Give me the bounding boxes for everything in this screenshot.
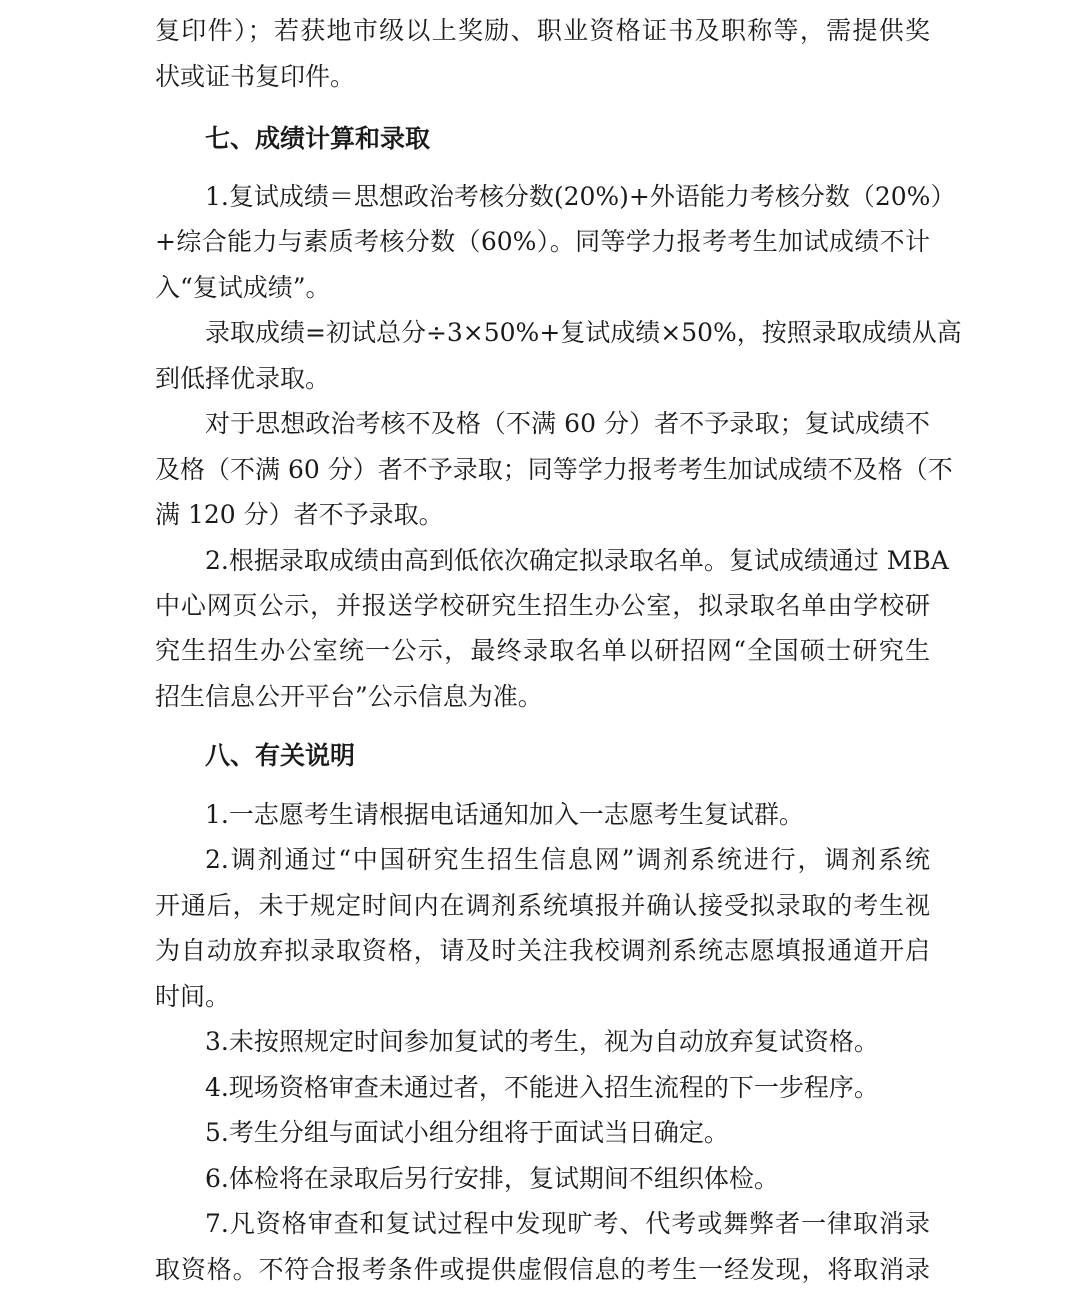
paragraph-line: 究生招生办公室统一公示，最终录取名单以研招网“全国硕士研究生: [155, 636, 930, 665]
paragraph-line: 2.根据录取成绩由高到低依次确定拟录取名单。复试成绩通过 MBA: [205, 546, 949, 575]
paragraph-line: 中心网页公示，并报送学校研究生招生办公室，拟录取名单由学校研: [155, 591, 930, 620]
paragraph-line: 及格（不满 60 分）者不予录取；同等学力报考考生加试成绩不及格（不: [155, 455, 953, 484]
list-item: 7.凡资格审查和复试过程中发现旷考、代考或舞弊者一律取消录: [205, 1209, 930, 1238]
list-item: 5.考生分组与面试小组分组将于面试当日确定。: [205, 1118, 729, 1147]
list-item-line: 时间。: [155, 982, 231, 1011]
paragraph-line: +综合能力与素质考核分数（60%）。同等学力报考考生加试成绩不计: [155, 227, 930, 256]
paragraph-line: 状或证书复印件。: [155, 62, 356, 91]
list-item: 3.未按照规定时间参加复试的考生，视为自动放弃复试资格。: [205, 1027, 879, 1056]
paragraph-line: 录取成绩=初试总分÷3×50%+复试成绩×50%，按照录取成绩从高: [205, 318, 962, 347]
paragraph-line: 复印件）；若获地市级以上奖励、职业资格证书及职称等，需提供奖: [155, 16, 930, 45]
list-item: 2.调剂通过“中国研究生招生信息网”调剂系统进行，调剂系统: [205, 845, 930, 874]
list-item-line: 取资格。不符合报考条件或提供虚假信息的考生一经发现，将取消录: [155, 1255, 930, 1284]
list-item-line: 为自动放弃拟录取资格，请及时关注我校调剂系统志愿填报通道开启: [155, 936, 930, 965]
list-item-line: 开通后，未于规定时间内在调剂系统填报并确认接受拟录取的考生视: [155, 891, 930, 920]
paragraph-line: 到低择优录取。: [155, 364, 331, 393]
section-heading: 七、成绩计算和录取: [205, 124, 431, 153]
paragraph-line: 满 120 分）者不予录取。: [155, 500, 444, 529]
section-heading: 八、有关说明: [205, 741, 356, 770]
paragraph-line: 招生信息公开平台”公示信息为准。: [155, 682, 543, 711]
paragraph-line: 入“复试成绩”。: [155, 273, 331, 302]
list-item: 4.现场资格审查未通过者，不能进入招生流程的下一步程序。: [205, 1073, 879, 1102]
paragraph-line: 对于思想政治考核不及格（不满 60 分）者不予录取；复试成绩不: [205, 409, 930, 438]
list-item: 6.体检将在录取后另行安排，复试期间不组织体检。: [205, 1164, 779, 1193]
paragraph-line: 1.复试成绩＝思想政治考核分数(20%)+外语能力考核分数（20%）: [205, 182, 956, 211]
list-item: 1.一志愿考生请根据电话通知加入一志愿考生复试群。: [205, 800, 804, 829]
